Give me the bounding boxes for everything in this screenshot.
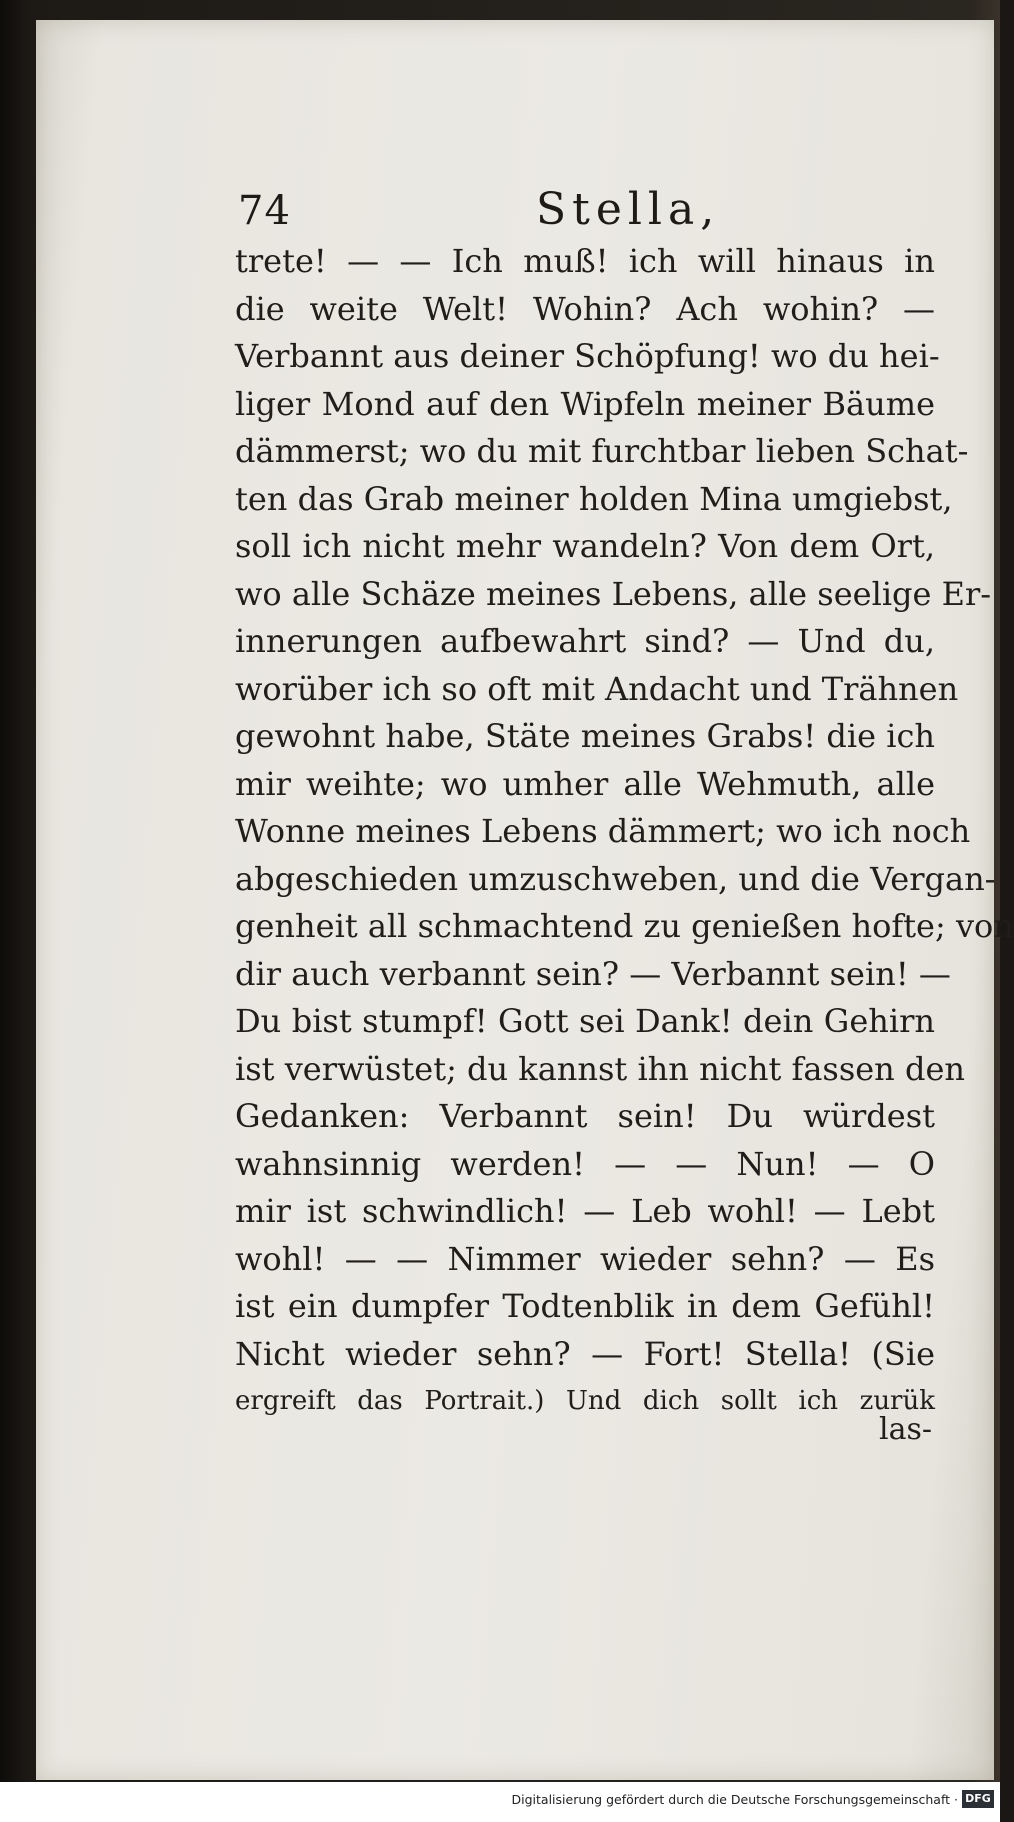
text-line: gewohnt habe, Stäte meines Grabs! die ich <box>235 717 935 755</box>
footer-credit: Digitalisierung gefördert durch die Deutsche Forschungsgemeinschaft · <box>511 1792 958 1807</box>
text-line: soll ich nicht mehr wandeln? Von dem Ort, <box>235 527 935 565</box>
text-line: ergreift das Portrait.) Und dich sollt ich zurük <box>235 1386 935 1416</box>
text-line: Du bist stumpf! Gott sei Dank! dein Gehirn <box>235 1002 935 1040</box>
text-line: trete! — — Ich muß! ich will hinaus in <box>235 242 935 280</box>
text-line: dir auch verbannt sein? — Verbannt sein! — <box>235 954 951 993</box>
footer-bar <box>0 1782 1000 1822</box>
text-line: ist ein dumpfer Todtenblik in dem Gefühl! <box>235 1287 935 1325</box>
text-line: mir weihte; wo umher alle Wehmuth, alle <box>235 764 935 803</box>
text-line: Wonne meines Lebens dämmert; wo ich noch <box>235 812 971 850</box>
text-line: die weite Welt! Wohin? Ach wohin? — <box>235 289 935 328</box>
running-head: Stella, <box>536 184 721 235</box>
text-line: ist verwüstet; du kannst ihn nicht fassen den <box>235 1049 965 1088</box>
page-number: 74 <box>238 188 291 234</box>
text-line: wo alle Schäze meines Lebens, alle seelige Er- <box>235 574 992 613</box>
catchword: las- <box>878 1412 932 1447</box>
dfg-logo-icon: DFG <box>962 1790 994 1808</box>
text-line: mir ist schwindlich! — Leb wohl! — Lebt <box>235 1192 935 1230</box>
text-line: Verbannt aus deiner Schöpfung! wo du hei- <box>235 337 940 375</box>
text-line: wahnsinnig werden! — — Nun! — O <box>235 1144 935 1183</box>
text-line: worüber ich so oft mit Andacht und Trähnen <box>235 669 959 708</box>
text-line: abgeschieden umzuschweben, und die Vergan- <box>235 859 996 898</box>
text-line: liger Mond auf den Wipfeln meiner Bäume <box>235 384 935 423</box>
body-text <box>235 238 1014 1426</box>
text-line: ten das Grab meiner holden Mina umgiebst, <box>235 479 953 518</box>
text-line: wohl! — — Nimmer wieder sehn? — Es <box>235 1239 935 1278</box>
text-line: innerungen aufbewahrt sind? — Und du, <box>235 622 935 660</box>
text-line: dämmerst; wo du mit furchtbar lieben Schat- <box>235 432 969 470</box>
text-line: Gedanken: Verbannt sein! Du würdest <box>235 1097 935 1135</box>
text-line: genheit all schmachtend zu genießen hofte; von <box>235 907 1014 945</box>
text-line: Nicht wieder sehn? — Fort! Stella! (Sie <box>235 1334 935 1373</box>
